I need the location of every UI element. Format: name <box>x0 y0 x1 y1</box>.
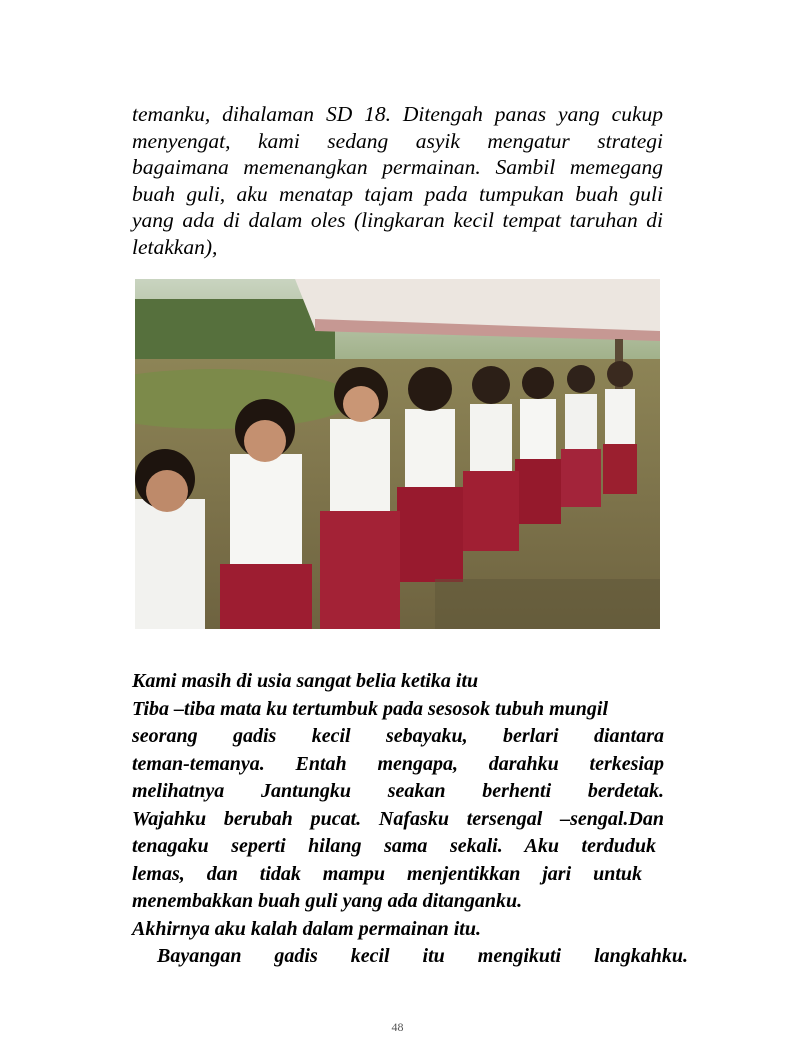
text-line: teman-temanya. Entah mengapa, darahku terkesiap <box>132 752 664 775</box>
text-line: yang ada di dalam oles (lingkaran kecil tempat taruhan di <box>132 208 663 232</box>
text-line: menembakkan buah guli yang ada ditanganku. <box>132 890 523 912</box>
body-paragraph-1 <box>132 101 663 260</box>
text-line: bagaimana memenangkan permainan. Sambil memegang <box>132 155 663 179</box>
text-line: Bayangan gadis kecil itu mengikuti langkahku. <box>157 945 688 967</box>
photo-trees <box>135 299 335 369</box>
text-line: Kami masih di usia sangat belia ketika itu <box>132 670 479 692</box>
text-line: menyengat, kami sedang asyik mengatur strategi <box>132 128 663 153</box>
text-line: letakkan), <box>132 234 218 259</box>
text-line: Tiba –tiba mata ku tertumbuk pada sesosok tubuh mungil <box>132 697 609 720</box>
text-line: melihatnya Jantungku seakan berhenti berdetak. <box>132 780 664 802</box>
photo-shadow <box>435 579 660 629</box>
text-line: tenagaku seperti hilang sama sekali. Aku terduduk <box>132 835 656 857</box>
text-line: Wajahku berubah pucat. Nafasku tersengal –sengal.Dan <box>132 807 664 830</box>
body-paragraph-2 <box>132 668 688 971</box>
page-number: 48 <box>391 1020 404 1034</box>
text-line: buah guli, aku menatap tajam pada tumpukan buah guli <box>132 181 663 206</box>
schoolchildren-photo <box>135 279 660 629</box>
text-line: lemas, dan tidak mampu menjentikkan jari untuk <box>132 862 642 885</box>
text-line: temanku, dihalaman SD 18. Ditengah panas yang cukup <box>132 102 663 126</box>
text-line: seorang gadis kecil sebayaku, berlari diantara <box>132 725 664 747</box>
text-line: Akhirnya aku kalah dalam permainan itu. <box>132 917 481 940</box>
